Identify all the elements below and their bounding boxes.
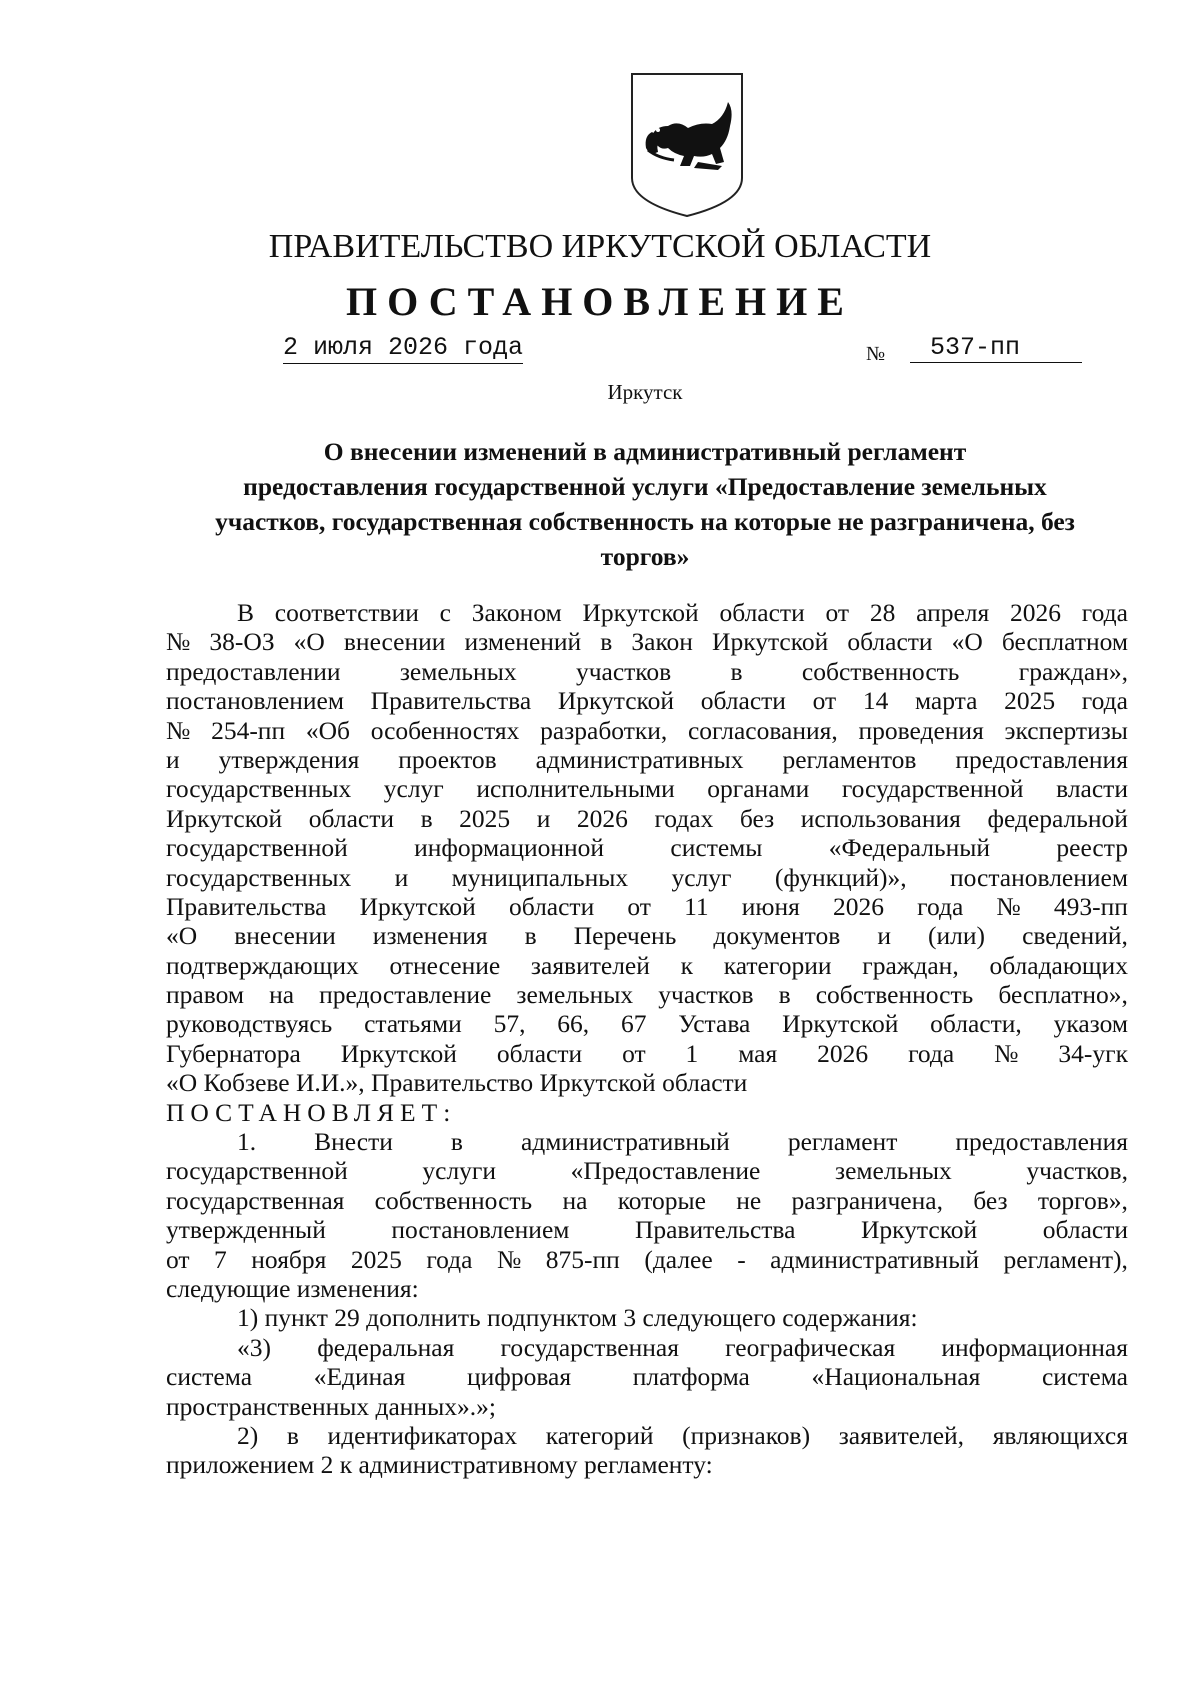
text-line (166, 1186, 1128, 1215)
word: государственных (166, 862, 352, 892)
word: не (736, 1185, 762, 1215)
word: административный (520, 1127, 730, 1157)
document-city: Иркутск (607, 380, 683, 404)
word: «Об (305, 715, 350, 745)
word: области (496, 1038, 583, 1068)
word: экспертизы (1004, 715, 1128, 745)
word: государственная (500, 1332, 679, 1362)
word: Законом (471, 598, 562, 627)
word: и (536, 803, 551, 833)
document-number-label: № (866, 343, 886, 365)
document-body (166, 598, 1128, 1480)
word: 1. (237, 1127, 257, 1157)
word: постановлением (949, 862, 1128, 892)
text-line (166, 598, 1128, 627)
word: области (719, 598, 805, 627)
word: 66, (557, 1009, 590, 1039)
word: изменений (464, 627, 582, 657)
word: предоставлении (166, 656, 341, 686)
word: Правительства (370, 686, 532, 716)
word: государственной (841, 774, 1024, 804)
word: № (994, 1038, 1019, 1068)
word: постановлением (391, 1215, 570, 1245)
word: № (496, 1244, 522, 1274)
word: особенностях (370, 715, 520, 745)
word: Иркутской (782, 1009, 899, 1039)
word: изменения (372, 921, 488, 951)
word: цифровая (467, 1362, 572, 1392)
text-line (166, 1215, 1128, 1244)
text-line (166, 1362, 1128, 1391)
word: Правительства (166, 891, 327, 921)
word: бесплатно», (998, 980, 1128, 1010)
word: граждан, (862, 950, 959, 980)
word: Устава (678, 1009, 751, 1039)
word: власти (1056, 774, 1128, 804)
word: «Предоставление (570, 1156, 761, 1186)
word: регламентов (782, 744, 917, 774)
text-line (166, 892, 1128, 921)
word: подтверждающих (166, 950, 359, 980)
word: от (622, 1038, 646, 1068)
word: сведений, (1022, 921, 1128, 951)
text-line: пространственных данных».»; (166, 1391, 496, 1421)
word: органами (707, 774, 810, 804)
text-line (166, 716, 1128, 745)
word: система (166, 1362, 253, 1392)
word: заявителей, (838, 1420, 965, 1450)
word: и (166, 744, 180, 774)
word: Иркутской (166, 803, 283, 833)
word: собственность (815, 980, 974, 1010)
word: Иркутской (860, 1215, 978, 1245)
word: земельных (399, 656, 517, 686)
word: заявителей (530, 950, 650, 980)
word: в (524, 921, 537, 951)
word: без (739, 803, 775, 833)
text-line: следующие изменения: (166, 1273, 419, 1303)
word: в (420, 803, 433, 833)
word: регламент), (1003, 1244, 1128, 1274)
word: в (600, 627, 613, 657)
subject-line: участков, государственная собственность на которые не разграничена, без (215, 507, 1075, 536)
subject-line: торгов» (600, 542, 690, 571)
word: собственность (801, 656, 960, 686)
word: 2025 (350, 1244, 402, 1274)
word: от (627, 891, 651, 921)
word: 2026 (1010, 598, 1062, 627)
word: Иркутской (712, 627, 829, 657)
subject-line: О внесении изменений в административный регламент (323, 437, 967, 466)
word: исполнительными (476, 774, 675, 804)
text-line (166, 745, 1128, 774)
word: 2026 (576, 803, 628, 833)
word: разграничена, (791, 1185, 943, 1215)
word: услуг (383, 774, 444, 804)
text-line (166, 951, 1128, 980)
quoted-subitem (166, 1333, 1128, 1421)
word: государственной (166, 833, 348, 863)
word: «О (293, 627, 325, 657)
word: географическая (725, 1332, 896, 1362)
word: статьями (364, 1009, 462, 1039)
word: государственной (166, 1156, 348, 1186)
word: предоставление (319, 980, 492, 1010)
word: (или) (928, 921, 986, 951)
word: внесении (234, 921, 336, 951)
text-line (166, 686, 1128, 715)
word: года (426, 1244, 473, 1274)
word: в (778, 980, 791, 1010)
word: использования (800, 803, 961, 833)
word: 11 (684, 891, 709, 921)
word: участков (658, 980, 754, 1010)
document-date-value: 2 июля 2026 года (283, 333, 524, 362)
word: Правительства (634, 1215, 796, 1245)
subitem-2 (166, 1421, 1128, 1480)
word: руководствуясь (166, 1009, 333, 1039)
word: от (166, 1244, 190, 1274)
word: являющихся (992, 1420, 1128, 1450)
word: проведения (858, 715, 984, 745)
word: федеральной (987, 803, 1128, 833)
word: области (1042, 1215, 1128, 1245)
text-line (166, 1039, 1128, 1068)
word: «Национальная (811, 1362, 981, 1392)
word: участков, (1026, 1156, 1128, 1186)
text-line (166, 1333, 1128, 1362)
text-line (166, 1156, 1128, 1185)
word: идентификаторах (327, 1420, 518, 1450)
text-line (166, 980, 1128, 1009)
word: области (508, 891, 595, 921)
word: 34-угк (1058, 1038, 1128, 1068)
word: июня (741, 891, 800, 921)
text-line (166, 1421, 1128, 1450)
word: постановлением (166, 686, 345, 716)
document-date (283, 333, 523, 364)
word: и (877, 921, 891, 951)
word: ноября (251, 1244, 327, 1274)
word: № (166, 715, 191, 745)
word: в (730, 656, 743, 686)
word: на (269, 980, 295, 1010)
word: соответствии (274, 598, 419, 627)
preamble (166, 598, 1128, 1098)
word: области (847, 627, 933, 657)
text-line (166, 657, 1128, 686)
word: «3) (237, 1332, 271, 1362)
word: № (996, 891, 1021, 921)
word: года (917, 891, 964, 921)
word: марта (914, 686, 978, 716)
word: Внести (314, 1127, 393, 1157)
word: услуги (422, 1156, 497, 1186)
text-line (166, 863, 1128, 892)
word: документов (713, 921, 841, 951)
word: Иркутской (340, 1038, 457, 1068)
word: утверждения (218, 744, 360, 774)
word: в (450, 1127, 463, 1157)
word: указом (1053, 1009, 1128, 1039)
word: (признаков) (682, 1420, 811, 1450)
word: года (908, 1038, 955, 1068)
word: и (394, 862, 409, 892)
word: 14 (862, 686, 889, 716)
word: (функций)», (774, 862, 907, 892)
text-line (166, 921, 1128, 950)
word: 38-ОЗ (209, 627, 275, 657)
word: Иркутской (557, 686, 675, 716)
word: от (825, 598, 850, 627)
coat-of-arms-emblem (628, 70, 746, 220)
word: 28 (869, 598, 896, 627)
word: участков (575, 656, 672, 686)
word: Перечень (573, 921, 677, 951)
resolves-heading: ПОСТАНОВЛЯЕТ: (166, 1097, 457, 1127)
word: информационной (414, 833, 605, 863)
text-line (166, 627, 1128, 656)
word: «Единая (313, 1362, 406, 1392)
word: от (812, 686, 837, 716)
word: области, (930, 1009, 1022, 1039)
text-line (166, 1127, 1128, 1156)
word: «О (166, 921, 198, 951)
word: согласования, (687, 715, 838, 745)
subject-line: предоставления государственной услуги «Предоставление земельных (243, 472, 1047, 501)
word: собственность (374, 1185, 533, 1215)
word: отнесение (389, 950, 501, 980)
word: 67 (620, 1009, 647, 1039)
word: годах (654, 803, 714, 833)
word: государственных (166, 774, 352, 804)
word: внесении (343, 627, 446, 657)
document-subject (160, 434, 1130, 574)
word: административный (770, 1244, 979, 1274)
word: системы (670, 833, 763, 863)
word: проектов (398, 744, 497, 774)
word: разработки, (540, 715, 668, 745)
word: бесплатном (1001, 627, 1128, 657)
document-number: 537-пп (910, 333, 1082, 363)
word: система (1041, 1362, 1128, 1392)
word: 254-пп (211, 715, 286, 745)
word: граждан», (1018, 656, 1128, 686)
word: - (737, 1244, 746, 1274)
word: правом (166, 980, 244, 1010)
word: федеральная (317, 1332, 455, 1362)
word: платформа (632, 1362, 750, 1392)
item-1 (166, 1127, 1128, 1303)
text-line (166, 774, 1128, 803)
text-line: приложением 2 к административному регламенту: (166, 1450, 713, 1480)
government-title: ПРАВИТЕЛЬСТВО ИРКУТСКОЙ ОБЛАСТИ (268, 228, 932, 265)
word: 2025 (1004, 686, 1056, 716)
word: муниципальных (451, 862, 629, 892)
word: административных (535, 744, 744, 774)
word: категории (723, 950, 832, 980)
word: Иркутской (582, 598, 699, 627)
word: государственная (166, 1185, 345, 1215)
word: апреля (916, 598, 990, 627)
word: № (166, 627, 191, 657)
babr-icon (628, 70, 746, 220)
word: реестр (1056, 833, 1128, 863)
word: земельных (835, 1156, 952, 1186)
word: без (973, 1185, 1008, 1215)
word: (далее (644, 1244, 713, 1274)
word: предоставления (955, 1127, 1128, 1157)
text-line: «О Кобзеве И.И.», Правительство Иркутской области (166, 1068, 748, 1098)
word: Иркутской (359, 891, 476, 921)
text-line (166, 1009, 1128, 1038)
text-line (166, 833, 1128, 862)
word: мая (738, 1038, 778, 1068)
word: области (308, 803, 395, 833)
text-line (166, 1245, 1128, 1274)
word: категорий (545, 1420, 654, 1450)
word: регламент (787, 1127, 898, 1157)
word: торгов», (1037, 1185, 1128, 1215)
word: Закон (631, 627, 693, 657)
word: В (237, 598, 255, 627)
word: утвержденный (166, 1215, 326, 1245)
word: которые (617, 1185, 706, 1215)
word: 2025 (459, 803, 511, 833)
word: услуг (671, 862, 732, 892)
word: с (439, 598, 451, 627)
subitem-1: 1) пункт 29 дополнить подпунктом 3 следующего содержания: (237, 1303, 918, 1333)
word: «Федеральный (828, 833, 991, 863)
word: года (1081, 686, 1128, 716)
word: 1 (685, 1038, 699, 1068)
text-line (166, 804, 1128, 833)
word: 875-пп (545, 1244, 620, 1274)
word: предоставления (955, 744, 1128, 774)
word: в (286, 1420, 299, 1450)
word: 2026 (833, 891, 884, 921)
word: 2026 (817, 1038, 869, 1068)
word: к (680, 950, 694, 980)
word: обладающих (989, 950, 1128, 980)
word: информационная (941, 1332, 1128, 1362)
word: земельных (516, 980, 634, 1010)
word: Губернатора (166, 1038, 301, 1068)
word: области (700, 686, 786, 716)
word: «О (951, 627, 983, 657)
word: 57, (493, 1009, 526, 1039)
word: года (1081, 598, 1128, 627)
word: на (562, 1185, 588, 1215)
word: 7 (214, 1244, 227, 1274)
word: 2) (237, 1420, 259, 1450)
word: 493-пп (1053, 891, 1128, 921)
document-type-title: ПОСТАНОВЛЕНИЕ (346, 279, 854, 324)
